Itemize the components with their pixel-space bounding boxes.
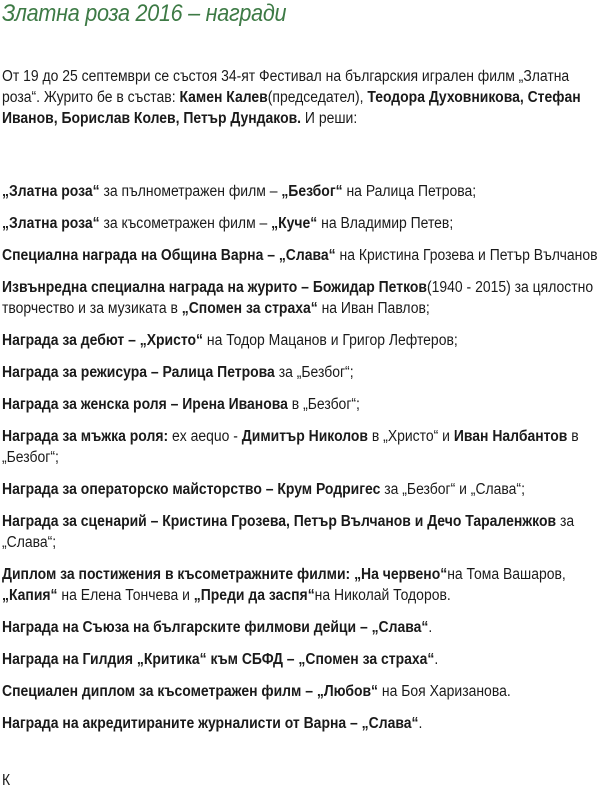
award-item [2,362,600,383]
bold-text: Иван Налбантов [453,428,568,445]
award-item [2,713,600,734]
bold-text: Извънредна специална награда на журито – Божидар Петков [2,279,427,296]
bold-text: Награда на Гилдия „Критика“ към СБФД – „Спомен за страха“ [2,651,435,668]
award-item [2,426,600,468]
regular-text: на Боя Харизанова. [378,683,511,700]
bold-text: „Куче“ [271,215,318,232]
bold-text: Димитър Николов [241,428,369,445]
bold-text: Специален диплом за късометражен филм – „Любов“ [2,683,379,700]
award-item [2,479,600,500]
regular-text: на Тома Вашаров, [447,566,566,583]
regular-text: ex aequo - [168,428,242,445]
bold-text: Награда на акредитираните журналисти от Варна – „Слава“ [2,715,419,732]
award-item [2,277,600,319]
bold-text: „Златна роза“ [2,183,100,200]
regular-text: за „Слава“; [2,513,575,551]
article-title: Златна роза 2016 – награди [2,0,287,27]
regular-text: (1940 - 2015) за цялостно творчество и за музиката в [2,279,594,317]
bold-text: Награда на Съюза на българските филмови дейци – „Слава“ [2,619,429,636]
award-item [2,394,600,415]
bold-text: Специална награда на Община Варна – „Слава“ [2,247,336,264]
regular-text: . [434,651,439,668]
bold-text: Награда за режисура – Ралица Петрова [2,364,275,381]
regular-text: в „Христо“ и [368,428,454,445]
regular-text: за „Безбог“ и „Слава“; [380,481,525,498]
bold-text: „Преди да заспя“ [193,587,315,604]
award-item [2,511,600,553]
award-item [2,681,600,702]
regular-text: за пълнометражен филм – [99,183,282,200]
bold-text: „Капия“ [2,587,58,604]
bold-text: „Златна роза“ [2,215,100,232]
bold-text: Диплом за постижения в късометражните филми: „На червено“ [2,566,448,583]
bold-text: Теодора Духовникова, Стефан Иванов, Борислав Колев, Петър Дундаков. [2,89,581,127]
bold-text: Награда за женска роля – Ирена Иванова [2,396,288,413]
bold-text: Награда за мъжка роля: [2,428,169,445]
regular-text: . [428,619,433,636]
award-item [2,649,600,670]
intro-paragraph [2,66,596,129]
regular-text: на Тодор Мацанов и Григор Лефтеров; [203,332,458,349]
bold-text: Награда за дебют – „Христо“ [2,332,204,349]
regular-text: в „Безбог“; [287,396,360,413]
regular-text: И реши: [301,110,358,127]
award-item [2,213,600,234]
regular-text: в „Безбог“; [2,428,579,466]
awards-list [2,181,600,745]
award-item [2,330,600,351]
award-item [2,245,600,266]
regular-text: (председател), [267,89,368,106]
trailing-text: К [2,772,11,789]
bold-text: Камен Калев [179,89,268,106]
regular-text: на Владимир Петев; [317,215,454,232]
regular-text: за „Безбог“; [274,364,354,381]
bold-text: „Спомен за страха“ [181,300,318,317]
regular-text: за късометражен филм – [99,215,272,232]
regular-text: на Елена Тончева и [57,587,194,604]
regular-text: на Кристина Грозева и Петър Вълчанов [335,247,598,264]
regular-text: . [418,715,423,732]
bold-text: Награда за операторско майсторство – Крум Родригес [2,481,381,498]
award-item [2,181,600,202]
bold-text: „Безбог“ [281,183,343,200]
regular-text: на Ралица Петрова; [342,183,477,200]
regular-text: От 19 до 25 септември се състоя 34-ят Фестивал на българския игрален филм „Златна роза“. Журито бе в състав: [2,68,570,106]
award-item [2,617,600,638]
award-item [2,564,600,606]
regular-text: на Николай Тодоров. [314,587,451,604]
bold-text: Награда за сценарий – Кристина Грозева, Петър Вълчанов и Дечо Тараленжков [2,513,557,530]
regular-text: на Иван Павлов; [317,300,430,317]
